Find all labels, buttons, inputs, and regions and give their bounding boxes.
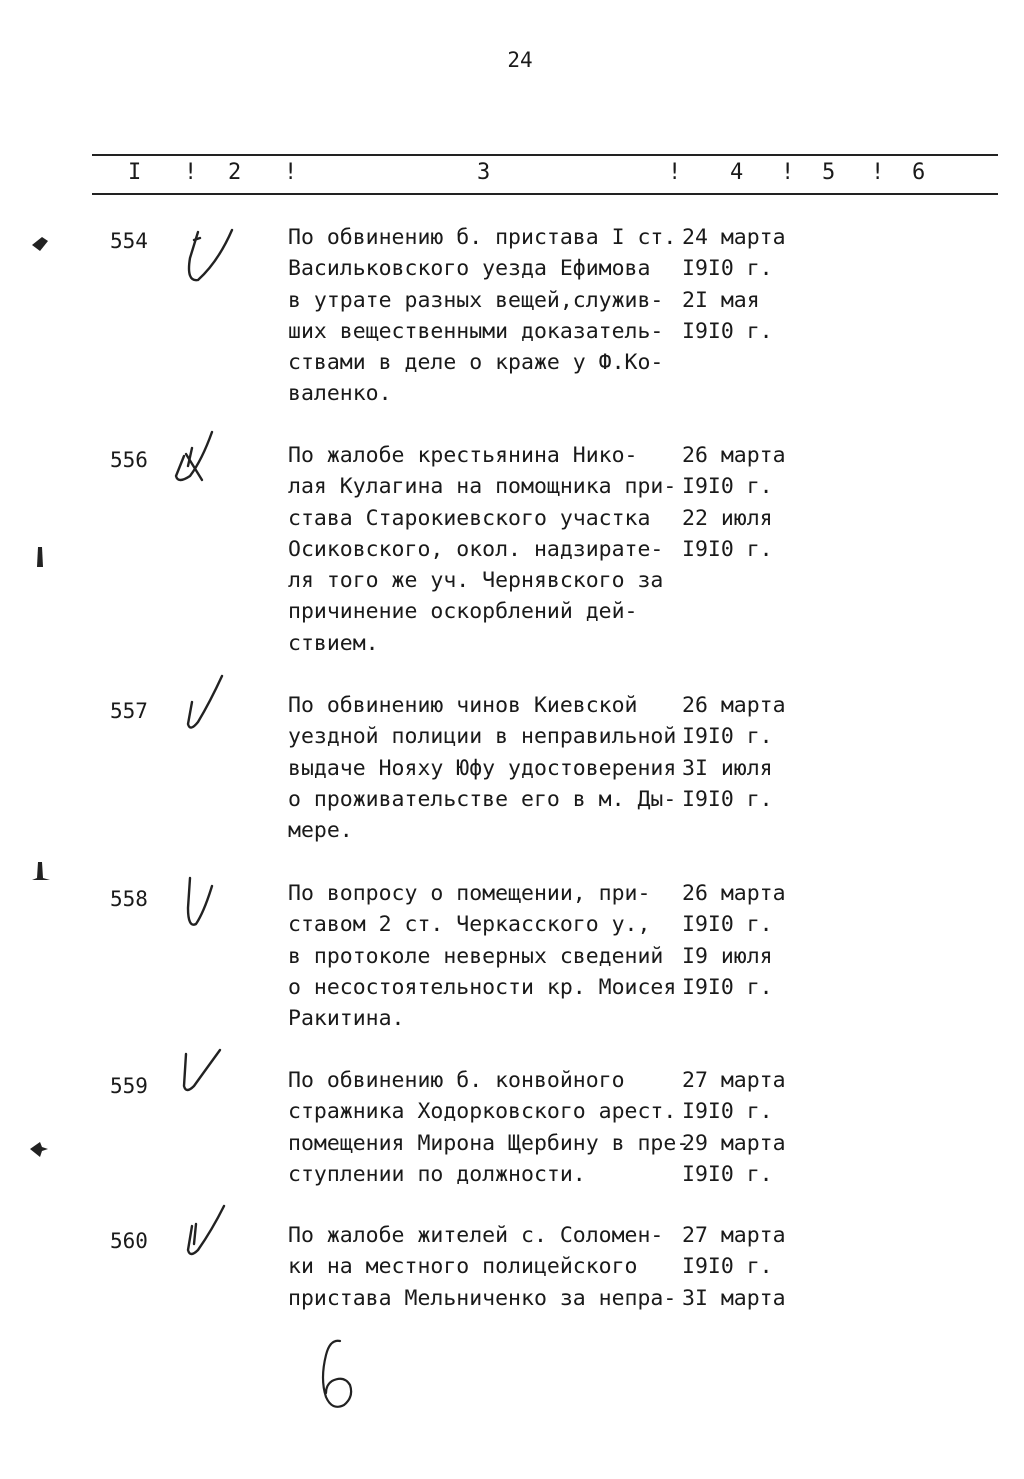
entry-dates xyxy=(682,1220,812,1314)
date-start: 26 марта xyxy=(682,693,786,718)
entry-dates xyxy=(682,1065,812,1190)
entry-dates xyxy=(682,878,812,1003)
entry-description: По жалобе жителей с. Соломен- ки на местного полицейского пристава Мельниченко за непра- xyxy=(288,1223,677,1311)
date-end: 2I мая xyxy=(682,287,760,313)
date-start-year: I9I0 г. xyxy=(682,912,773,938)
col-header-5: 5 xyxy=(822,160,836,185)
entry-dates xyxy=(682,690,812,815)
date-start: 24 марта xyxy=(682,225,786,250)
entry-number: 558 xyxy=(110,887,148,911)
date-end: 22 июля xyxy=(682,505,773,531)
date-start: 27 марта xyxy=(682,1223,786,1248)
check-mark-icon xyxy=(168,426,238,496)
date-start-year: I9I0 г. xyxy=(682,256,773,282)
date-end: I9 июля xyxy=(682,943,773,969)
entry-dates xyxy=(682,440,812,565)
date-end-year: I9I0 г. xyxy=(682,1161,773,1187)
date-end-year: I9I0 г. xyxy=(682,318,773,344)
entry-description: По жалобе крестьянина Нико- лая Кулагина на помощника при- става Старокиевского участка Осиковского, окол. надзирате- ля того же уч. Чернявского за причинение оскорблений дей- ствием. xyxy=(288,443,677,656)
handwritten-sheet-number-icon xyxy=(300,1335,370,1415)
col-separator: ! xyxy=(284,160,298,185)
entry-description: По вопросу о помещении, при- ставом 2 ст. Черкасского у., в протоколе неверных сведений о несостоятельности кр. Моисея Ракитина. xyxy=(288,881,677,1032)
check-mark-icon xyxy=(168,1200,238,1270)
date-end-year: I9I0 г. xyxy=(682,974,773,1000)
check-mark-icon xyxy=(168,1038,238,1108)
col-header-2: 2 xyxy=(228,160,242,185)
date-start: 26 марта xyxy=(682,443,786,468)
entry-number: 556 xyxy=(110,448,148,472)
col-header-4: 4 xyxy=(730,160,744,185)
check-mark-icon xyxy=(168,868,238,938)
col-header-1: I xyxy=(128,160,142,185)
entry-description: По обвинению б. конвойного стражника Ходорковского арест. помещения Мирона Щербину в пре- ступлении по должности. xyxy=(288,1068,690,1187)
punch-hole-mark xyxy=(28,231,52,255)
date-start: 27 марта xyxy=(682,1068,786,1093)
entry-number: 560 xyxy=(110,1229,148,1253)
entry-number: 559 xyxy=(110,1074,148,1098)
header-rule-bottom xyxy=(92,193,998,195)
punch-hole-mark xyxy=(28,860,52,884)
page-number: 24 xyxy=(507,48,533,72)
punch-hole-mark xyxy=(28,1137,52,1161)
header-rule-top xyxy=(92,154,998,156)
date-start-year: I9I0 г. xyxy=(682,474,773,500)
date-start-year: I9I0 г. xyxy=(682,724,773,750)
date-end-year: I9I0 г. xyxy=(682,536,773,562)
date-end: 3I марта xyxy=(682,1285,786,1311)
col-separator: ! xyxy=(871,160,885,185)
col-header-6: 6 xyxy=(912,160,926,185)
check-mark-icon xyxy=(168,222,238,292)
date-end: 3I июля xyxy=(682,755,773,781)
date-start-year: I9I0 г. xyxy=(682,1254,773,1280)
entry-dates xyxy=(682,222,812,347)
date-start-year: I9I0 г. xyxy=(682,1099,773,1125)
date-start: 26 марта xyxy=(682,881,786,906)
date-end-year: I9I0 г. xyxy=(682,786,773,812)
col-separator: ! xyxy=(781,160,795,185)
entry-description: По обвинению чинов Киевской уездной полиции в неправильной выдаче Нояху Юфу удостоверения о проживательстве его в м. Ды- мере. xyxy=(288,693,677,844)
col-separator: ! xyxy=(184,160,198,185)
entry-number: 554 xyxy=(110,229,148,253)
entry-description: По обвинению б. пристава I ст. Васильковского уезда Ефимова в утрате разных вещей,служив- ших вещественными доказатель- ствами в деле о краже у Ф.Ко- валенко. xyxy=(288,225,677,407)
col-header-3: 3 xyxy=(477,160,491,185)
entry-number: 557 xyxy=(110,699,148,723)
punch-hole-mark xyxy=(28,545,52,569)
col-separator: ! xyxy=(668,160,682,185)
date-end: 29 марта xyxy=(682,1130,786,1156)
check-mark-icon xyxy=(168,672,238,742)
